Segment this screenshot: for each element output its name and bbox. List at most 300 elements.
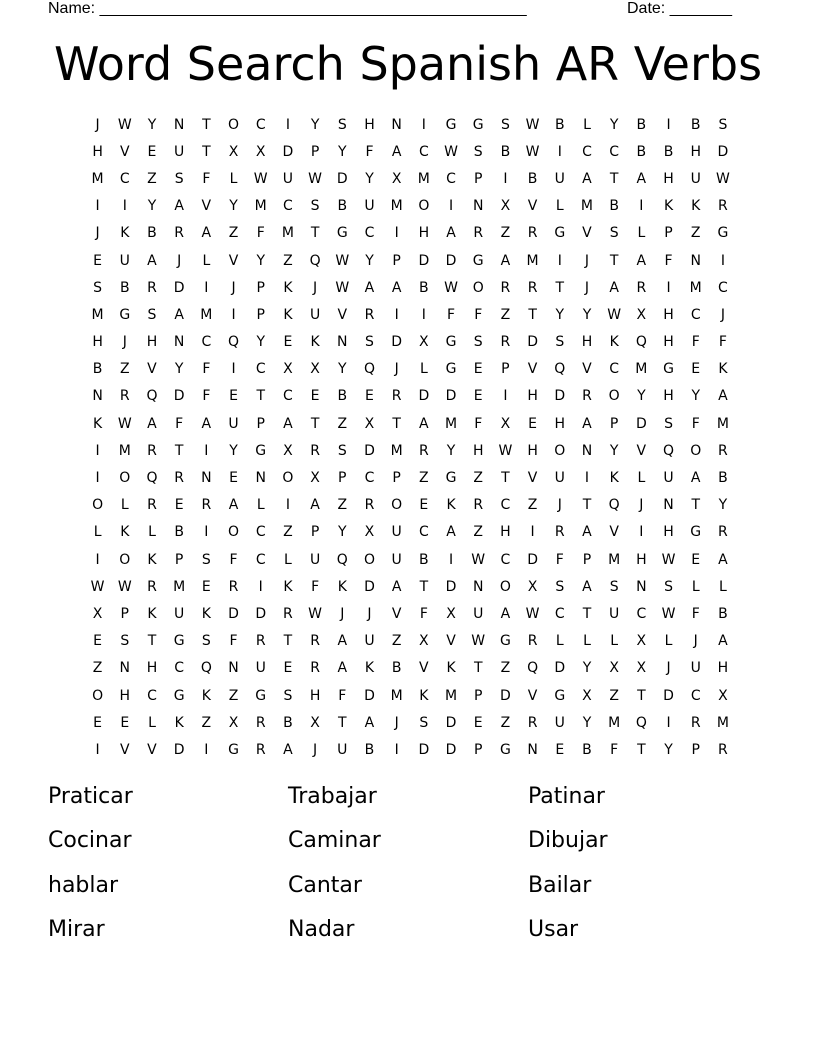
grid-letter: O xyxy=(228,116,240,133)
grid-letter: N xyxy=(472,578,484,595)
grid-letter: V xyxy=(636,442,647,459)
grid-letter: T xyxy=(582,605,592,622)
grid-letter: E xyxy=(174,497,184,514)
grid-letter: X xyxy=(92,605,103,622)
grid-letter: C xyxy=(609,361,620,378)
grid-letter: M xyxy=(444,687,458,704)
grid-letter: A xyxy=(391,143,402,160)
grid-letter: R xyxy=(283,605,293,622)
grid-letter: Y xyxy=(582,714,592,731)
grid-letter: D xyxy=(364,578,375,595)
word-list-item: Trabajar xyxy=(288,784,377,809)
grid-letter: Y xyxy=(310,116,320,133)
grid-letter: R xyxy=(255,714,266,731)
grid-letter: H xyxy=(717,660,729,677)
grid-letter: Z xyxy=(283,524,293,541)
grid-letter: K xyxy=(120,225,130,242)
grid-letter: L xyxy=(719,578,727,595)
grid-letter: B xyxy=(500,143,511,160)
grid-letter: B xyxy=(690,116,701,133)
grid-letter: C xyxy=(255,524,266,541)
grid-letter: L xyxy=(284,551,292,568)
grid-letter: Z xyxy=(337,415,348,432)
grid-letter: X xyxy=(446,605,456,622)
grid-letter: M xyxy=(580,198,594,215)
grid-letter: A xyxy=(201,225,212,242)
grid-letter: Y xyxy=(338,143,347,160)
grid-letter: I xyxy=(557,252,562,269)
grid-letter: M xyxy=(417,170,430,187)
grid-letter: E xyxy=(283,334,293,351)
grid-letter: K xyxy=(663,198,674,215)
grid-letter: R xyxy=(119,388,130,405)
grid-letter: R xyxy=(527,225,538,242)
grid-letter: C xyxy=(500,497,511,514)
grid-letter: K xyxy=(147,605,157,622)
grid-letter: Z xyxy=(500,660,511,677)
grid-letter: H xyxy=(663,388,674,405)
grid-letter: Q xyxy=(663,442,675,459)
grid-letter: B xyxy=(609,198,619,215)
grid-letter: V xyxy=(582,361,592,378)
grid-letter: I xyxy=(231,306,236,323)
grid-letter: Z xyxy=(228,687,239,704)
grid-letter: G xyxy=(255,687,267,704)
grid-letter: T xyxy=(202,116,211,133)
grid-letter: A xyxy=(582,524,592,541)
grid-letter: Y xyxy=(637,388,646,405)
grid-letter: W xyxy=(117,116,132,133)
word-list-item: Bailar xyxy=(528,872,592,898)
grid-letter: X xyxy=(228,714,239,731)
grid-letter: D xyxy=(635,415,647,432)
grid-letter: D xyxy=(282,143,294,160)
grid-letter: S xyxy=(555,334,565,351)
grid-letter: F xyxy=(229,633,238,650)
grid-letter: I xyxy=(258,578,263,595)
grid-letter: Z xyxy=(419,470,429,487)
grid-letter: I xyxy=(720,252,725,269)
grid-letter: E xyxy=(93,714,103,731)
grid-letter: X xyxy=(283,361,293,378)
grid-letter: F xyxy=(175,415,184,432)
grid-letter: H xyxy=(663,334,674,351)
grid-letter: T xyxy=(310,225,320,242)
grid-letter: U xyxy=(364,198,375,215)
grid-letter: R xyxy=(718,524,728,541)
grid-letter: C xyxy=(255,361,266,378)
grid-letter: A xyxy=(337,660,348,677)
grid-letter: R xyxy=(174,225,185,242)
grid-letter: L xyxy=(120,497,129,514)
grid-letter: P xyxy=(664,225,673,242)
grid-letter: X xyxy=(310,470,320,487)
grid-letter: E xyxy=(473,388,483,405)
grid-letter: R xyxy=(255,633,266,650)
grid-letter: H xyxy=(554,415,566,432)
grid-letter: V xyxy=(391,605,402,622)
grid-letter: T xyxy=(691,497,700,514)
grid-letter: T xyxy=(473,660,483,677)
grid-letter: E xyxy=(93,633,103,650)
grid-letter: V xyxy=(527,470,538,487)
grid-letter: N xyxy=(581,442,593,459)
grid-letter: U xyxy=(690,660,701,677)
grid-letter: E xyxy=(229,388,238,405)
grid-letter: C xyxy=(119,170,130,187)
grid-letter: J xyxy=(313,741,318,758)
grid-letter: W xyxy=(471,633,486,650)
grid-letter: S xyxy=(500,116,510,133)
grid-letter: U xyxy=(282,170,294,187)
grid-letter: N xyxy=(173,116,185,133)
grid-letter: J xyxy=(340,605,345,622)
grid-letter: K xyxy=(609,334,619,351)
grid-letter: G xyxy=(554,687,566,704)
grid-letter: C xyxy=(446,170,456,187)
grid-letter: R xyxy=(364,306,375,323)
grid-letter: T xyxy=(419,578,429,595)
grid-letter: M xyxy=(91,306,104,323)
grid-letter: D xyxy=(418,252,430,269)
grid-letter: R xyxy=(554,524,565,541)
grid-letter: P xyxy=(120,605,129,622)
grid-letter: P xyxy=(473,741,483,758)
grid-letter: S xyxy=(337,116,347,133)
grid-letter: D xyxy=(445,578,457,595)
grid-letter: P xyxy=(256,415,265,432)
grid-letter: X xyxy=(255,143,266,160)
grid-letter: P xyxy=(256,306,265,323)
grid-letter: A xyxy=(718,388,728,405)
page-title: Word Search Spanish AR Verbs xyxy=(53,37,763,91)
grid-letter: D xyxy=(228,605,239,622)
grid-letter: I xyxy=(666,279,671,296)
grid-letter: I xyxy=(639,198,644,215)
grid-letter: Z xyxy=(391,633,402,650)
grid-letter: M xyxy=(390,442,403,459)
grid-letter: N xyxy=(663,497,674,514)
grid-letter: O xyxy=(282,470,294,487)
grid-letter: I xyxy=(394,306,399,323)
header xyxy=(48,0,748,20)
grid-letter: X xyxy=(582,687,592,704)
grid-letter: R xyxy=(310,660,320,677)
grid-letter: H xyxy=(309,687,321,704)
grid-letter: X xyxy=(364,415,375,432)
grid-letter: Q xyxy=(554,361,566,378)
grid-letter: I xyxy=(639,524,644,541)
grid-letter: X xyxy=(283,442,293,459)
grid-letter: Z xyxy=(500,225,511,242)
grid-letter: G xyxy=(445,361,457,378)
grid-letter: A xyxy=(446,524,456,541)
grid-letter: O xyxy=(119,551,131,568)
grid-letter: I xyxy=(666,116,671,133)
grid-letter: J xyxy=(666,660,671,677)
grid-letter: M xyxy=(281,225,294,242)
grid-letter: R xyxy=(310,633,320,650)
grid-letter: A xyxy=(283,741,293,758)
grid-letter: P xyxy=(310,143,320,160)
grid-letter: U xyxy=(554,470,565,487)
grid-letter: A xyxy=(174,306,184,323)
grid-letter: R xyxy=(527,279,538,296)
grid-letter: W xyxy=(253,170,268,187)
grid-letter: E xyxy=(691,551,701,568)
grid-letter: U xyxy=(337,741,348,758)
grid-letter: N xyxy=(228,660,239,677)
grid-letter: T xyxy=(582,497,592,514)
grid-letter: L xyxy=(637,470,646,487)
grid-letter: K xyxy=(446,497,456,514)
grid-letter: Q xyxy=(309,252,321,269)
word-list-item: Mirar xyxy=(48,916,105,942)
grid-letter: T xyxy=(174,442,184,459)
grid-letter: B xyxy=(364,741,375,758)
grid-letter: C xyxy=(636,605,647,622)
grid-letter: G xyxy=(472,252,484,269)
grid-letter: O xyxy=(608,388,620,405)
grid-letter: R xyxy=(500,334,511,351)
grid-letter: B xyxy=(147,225,157,242)
grid-letter: R xyxy=(310,442,320,459)
grid-letter: C xyxy=(582,143,592,160)
grid-letter: Q xyxy=(146,388,158,405)
grid-letter: A xyxy=(636,170,647,187)
grid-letter: M xyxy=(716,714,729,731)
grid-letter: V xyxy=(201,198,212,215)
grid-letter: E xyxy=(120,714,130,731)
grid-letter: U xyxy=(554,170,565,187)
grid-letter: Z xyxy=(473,470,484,487)
grid-letter: U xyxy=(309,306,321,323)
grid-letter: W xyxy=(444,143,458,160)
grid-letter: K xyxy=(120,524,130,541)
grid-letter: R xyxy=(147,442,157,459)
grid-letter: I xyxy=(95,198,100,215)
grid-letter: O xyxy=(363,551,375,568)
grid-letter: Z xyxy=(92,660,103,677)
grid-letter: W xyxy=(335,279,350,296)
grid-letter: Y xyxy=(555,306,565,323)
grid-letter: O xyxy=(690,442,702,459)
grid-letter: J xyxy=(394,714,399,731)
grid-letter: S xyxy=(664,578,673,595)
grid-letter: G xyxy=(228,741,239,758)
grid-letter: R xyxy=(636,279,647,296)
grid-letter: Y xyxy=(256,334,265,351)
grid-letter: K xyxy=(147,551,157,568)
grid-letter: K xyxy=(419,687,429,704)
grid-letter: G xyxy=(690,524,702,541)
grid-letter: D xyxy=(445,252,457,269)
grid-letter: L xyxy=(637,225,646,242)
grid-letter: X xyxy=(391,170,402,187)
grid-letter: J xyxy=(584,279,590,296)
grid-letter: W xyxy=(471,551,486,568)
grid-letter: F xyxy=(474,415,483,432)
grid-letter: Z xyxy=(500,306,511,323)
grid-letter: O xyxy=(554,442,566,459)
grid-letter: S xyxy=(609,578,619,595)
grid-letter: X xyxy=(310,714,320,731)
grid-letter: Q xyxy=(200,660,212,677)
grid-letter: T xyxy=(501,470,510,487)
grid-letter: C xyxy=(283,388,293,405)
grid-letter: Y xyxy=(147,198,157,215)
grid-letter: T xyxy=(392,415,401,432)
grid-letter: A xyxy=(419,415,429,432)
grid-letter: J xyxy=(720,306,725,323)
grid-letter: Z xyxy=(228,225,239,242)
grid-letter: L xyxy=(229,170,238,187)
grid-letter: U xyxy=(690,170,701,187)
grid-letter: D xyxy=(445,741,457,758)
grid-letter: J xyxy=(95,116,100,133)
grid-letter: Z xyxy=(201,714,212,731)
grid-letter: C xyxy=(255,116,266,133)
grid-letter: O xyxy=(228,524,240,541)
word-list-item: Caminar xyxy=(288,828,381,854)
grid-letter: B xyxy=(718,605,728,622)
grid-letter: B xyxy=(636,143,647,160)
grid-letter: A xyxy=(174,198,184,215)
grid-letter: Y xyxy=(338,361,347,378)
grid-letter: X xyxy=(364,524,375,541)
grid-letter: Y xyxy=(609,116,619,133)
grid-letter: Y xyxy=(365,252,374,269)
grid-letter: V xyxy=(446,633,456,650)
grid-letter: Y xyxy=(664,741,673,758)
grid-letter: W xyxy=(715,170,730,187)
grid-letter: M xyxy=(254,198,267,215)
grid-letter: U xyxy=(119,252,130,269)
grid-letter: N xyxy=(255,470,266,487)
grid-letter: A xyxy=(582,578,592,595)
grid-letter: V xyxy=(147,741,157,758)
grid-letter: W xyxy=(90,578,105,595)
grid-letter: P xyxy=(310,524,320,541)
grid-letter: X xyxy=(718,687,728,704)
grid-letter: L xyxy=(555,198,564,215)
grid-letter: V xyxy=(419,660,429,677)
grid-letter: D xyxy=(445,388,457,405)
grid-letter: D xyxy=(445,714,457,731)
grid-letter: B xyxy=(119,279,130,296)
grid-letter: L xyxy=(148,714,156,731)
grid-letter: K xyxy=(310,334,320,351)
grid-letter: I xyxy=(503,388,508,405)
grid-letter: A xyxy=(201,415,212,432)
grid-letter: Z xyxy=(500,714,511,731)
grid-letter: M xyxy=(716,415,729,432)
grid-letter: W xyxy=(661,551,676,568)
grid-letter: A xyxy=(391,578,402,595)
grid-letter: H xyxy=(364,116,375,133)
grid-letter: D xyxy=(336,170,348,187)
grid-letter: O xyxy=(92,497,104,514)
grid-letter: R xyxy=(201,497,212,514)
grid-letter: H xyxy=(146,334,158,351)
grid-letter: E xyxy=(555,741,565,758)
grid-letter: R xyxy=(527,633,538,650)
grid-letter: A xyxy=(283,415,293,432)
grid-letter: S xyxy=(473,143,483,160)
grid-letter: D xyxy=(364,442,375,459)
grid-letter: S xyxy=(473,334,483,351)
grid-letter: S xyxy=(609,225,619,242)
grid-letter: V xyxy=(527,361,538,378)
grid-letter: P xyxy=(473,687,483,704)
grid-letter: U xyxy=(473,605,484,622)
grid-letter: L xyxy=(202,252,211,269)
word-list-item: Patinar xyxy=(528,784,605,809)
grid-letter: Q xyxy=(527,660,539,677)
grid-letter: A xyxy=(690,470,701,487)
grid-letter: W xyxy=(308,170,323,187)
grid-letter: R xyxy=(255,741,266,758)
grid-letter: K xyxy=(283,279,293,296)
grid-letter: N xyxy=(92,388,103,405)
word-list-item: Dibujar xyxy=(528,828,608,854)
grid-letter: U xyxy=(228,415,239,432)
grid-letter: F xyxy=(610,741,619,758)
grid-letter: D xyxy=(663,687,674,704)
grid-letter: U xyxy=(364,633,375,650)
grid-letter: G xyxy=(173,687,185,704)
grid-letter: P xyxy=(582,551,592,568)
grid-letter: X xyxy=(609,660,619,677)
grid-letter: U xyxy=(309,551,321,568)
grid-letter: B xyxy=(419,551,429,568)
grid-letter: G xyxy=(554,225,566,242)
grid-letter: R xyxy=(690,714,701,731)
grid-letter: F xyxy=(338,687,347,704)
grid-letter: K xyxy=(201,605,211,622)
grid-letter: I xyxy=(95,551,100,568)
grid-letter: S xyxy=(93,279,103,296)
grid-letter: F xyxy=(691,415,700,432)
grid-letter: I xyxy=(530,524,535,541)
grid-letter: S xyxy=(419,714,429,731)
grid-letter: A xyxy=(147,415,157,432)
grid-letter: G xyxy=(499,633,511,650)
grid-letter: O xyxy=(391,497,403,514)
grid-letter: O xyxy=(472,279,484,296)
grid-letter: F xyxy=(202,170,211,187)
grid-letter: V xyxy=(119,741,130,758)
grid-letter: T xyxy=(310,415,320,432)
grid-letter: U xyxy=(174,143,185,160)
grid-letter: K xyxy=(283,306,293,323)
grid-letter: G xyxy=(472,116,484,133)
grid-letter: H xyxy=(663,306,674,323)
grid-letter: J xyxy=(95,225,100,242)
grid-letter: A xyxy=(446,225,456,242)
grid-letter: D xyxy=(527,551,538,568)
grid-letter: A xyxy=(609,279,619,296)
grid-letter: B xyxy=(718,470,728,487)
grid-letter: U xyxy=(174,605,185,622)
grid-letter: K xyxy=(201,687,211,704)
grid-letter: I xyxy=(204,524,209,541)
grid-letter: R xyxy=(718,442,728,459)
grid-letter: L xyxy=(256,497,265,514)
grid-letter: M xyxy=(390,687,403,704)
grid-letter: I xyxy=(421,306,426,323)
grid-letter: A xyxy=(147,252,157,269)
